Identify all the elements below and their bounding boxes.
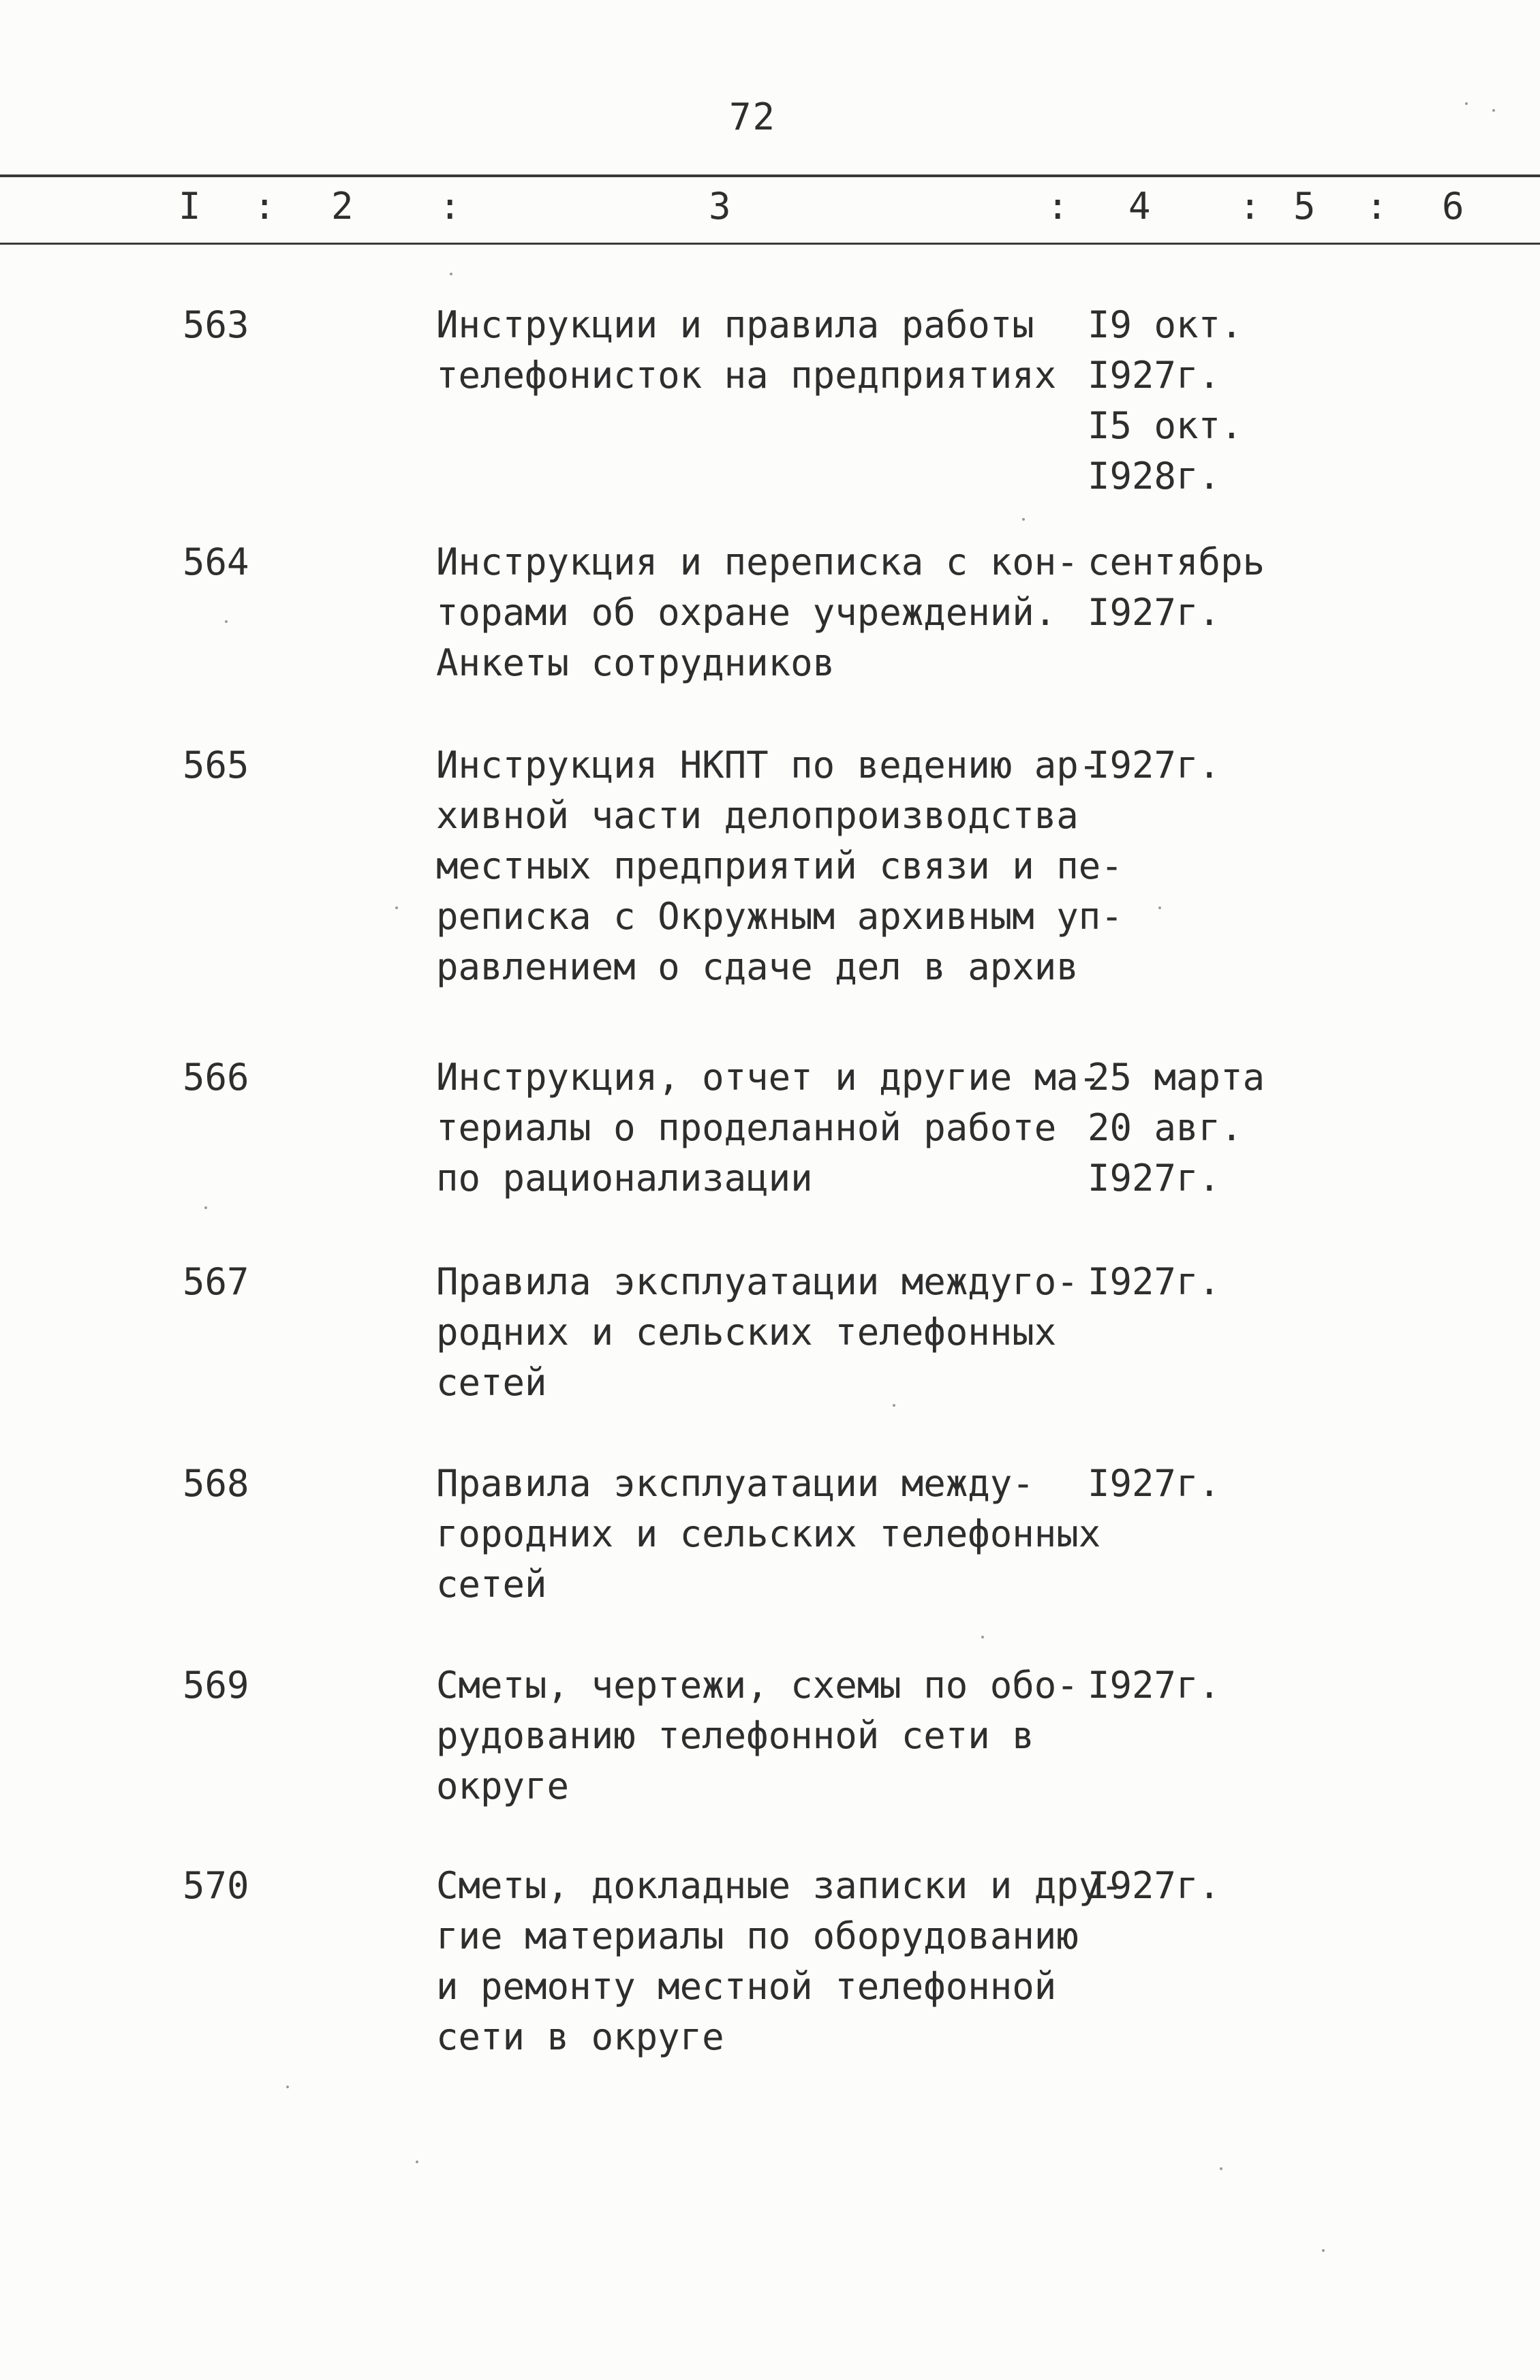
entry-number: 564: [183, 540, 249, 583]
column-header-2: 2: [331, 185, 354, 228]
column-header-separator: :: [1366, 185, 1388, 228]
entry-title-line: сети в округе: [436, 2015, 724, 2058]
entry-date-line: I927г.: [1088, 1157, 1221, 1200]
entry-title-line: рудованию телефонной сети в: [436, 1714, 1034, 1757]
entry-date: [1088, 1257, 1319, 1307]
entry-date-line: сентябрь: [1088, 540, 1265, 583]
entry-date: [1088, 740, 1319, 791]
entry-title-line: родних и сельских телефонных: [436, 1311, 1057, 1354]
entry-title-line: равлением о сдаче дел в архив: [436, 945, 1079, 988]
entry-number: 568: [183, 1462, 249, 1505]
entry-title-line: Правила эксплуатации междуго-: [436, 1260, 1079, 1303]
entry-title-line: Сметы, чертежи, схемы по обо-: [436, 1664, 1079, 1707]
entry-date: [1088, 537, 1319, 638]
entry-title-line: Инструкция, отчет и другие ма-: [436, 1056, 1101, 1099]
entry-title-line: сетей: [436, 1361, 547, 1404]
entry-title-line: городних и сельских телефонных: [436, 1512, 1101, 1555]
entry-date-line: I928г.: [1088, 455, 1221, 498]
entry-title: [436, 300, 1090, 401]
column-header-6: 6: [1442, 185, 1464, 228]
column-header-4: 4: [1128, 185, 1151, 228]
entry-title-line: местных предприятий связи и пе-: [436, 844, 1123, 887]
entry-title: [436, 1660, 1090, 1812]
entry-number: 566: [183, 1056, 249, 1099]
entry-date-line: I927г.: [1088, 591, 1221, 634]
entry-title: [436, 1052, 1101, 1204]
entry-date: [1088, 300, 1319, 502]
entry-number: 563: [183, 303, 249, 346]
entry-title-line: Сметы, докладные записки и дру-: [436, 1864, 1123, 1907]
entry-date: [1088, 1861, 1319, 1911]
entry-title-line: торами об охране учреждений.: [436, 591, 1057, 634]
entry-date-line: I9 окт.: [1088, 303, 1243, 346]
entry-title-line: Анкеты сотрудников: [436, 641, 835, 684]
entry-title-line: Правила эксплуатации между-: [436, 1462, 1034, 1505]
entry-title: [436, 1459, 1101, 1610]
header-rule-top: [0, 174, 1540, 177]
column-header-separator: :: [1239, 185, 1261, 228]
entry-date-line: I927г.: [1088, 354, 1221, 397]
entry-date-line: I927г.: [1088, 744, 1221, 787]
entry-date-line: I927г.: [1088, 1664, 1221, 1707]
entry-title-line: гие материалы по оборудованию: [436, 1914, 1079, 1957]
entry-date-line: I927г.: [1088, 1864, 1221, 1907]
entry-date-line: I927г.: [1088, 1462, 1221, 1505]
column-header-separator: :: [253, 185, 276, 228]
entry-date-line: 20 авг.: [1088, 1106, 1243, 1149]
entry-title-line: округе: [436, 1765, 570, 1807]
entry-date: [1088, 1459, 1319, 1509]
entry-date-line: I927г.: [1088, 1260, 1221, 1303]
entry-title-line: реписка с Окружным архивным уп-: [436, 895, 1123, 938]
column-header-separator: :: [439, 185, 461, 228]
entry-number: 565: [183, 744, 249, 787]
entry-number: 570: [183, 1864, 249, 1907]
page-number: 72: [729, 95, 777, 138]
entry-title-line: и ремонту местной телефонной: [436, 1965, 1057, 2008]
column-header-separator: :: [1047, 185, 1069, 228]
column-header-5: 5: [1293, 185, 1316, 228]
entry-title-line: териалы о проделанной работе: [436, 1106, 1057, 1149]
entry-title: [436, 537, 1090, 688]
column-header-3: 3: [709, 185, 731, 228]
entry-title-line: хивной части делопроизводства: [436, 794, 1079, 837]
entry-title: [436, 740, 1123, 992]
entry-title: [436, 1861, 1123, 2062]
entry-title: [436, 1257, 1090, 1408]
entry-number: 567: [183, 1260, 249, 1303]
entry-title-line: по рационализации: [436, 1157, 813, 1200]
entry-title-line: Инструкция НКПТ по ведению ар-: [436, 744, 1101, 787]
column-header-1: I: [179, 185, 201, 228]
entry-title-line: телефонисток на предприятиях: [436, 354, 1057, 397]
entry-number: 569: [183, 1664, 249, 1707]
header-rule-bottom: [0, 243, 1540, 245]
entry-date-line: 25 марта: [1088, 1056, 1265, 1099]
entry-date: [1088, 1052, 1319, 1204]
entry-title-line: Инструкции и правила работы: [436, 303, 1034, 346]
entry-date-line: I5 окт.: [1088, 404, 1243, 447]
entry-date: [1088, 1660, 1319, 1711]
entry-title-line: Инструкция и переписка с кон-: [436, 540, 1079, 583]
entry-title-line: сетей: [436, 1563, 547, 1606]
